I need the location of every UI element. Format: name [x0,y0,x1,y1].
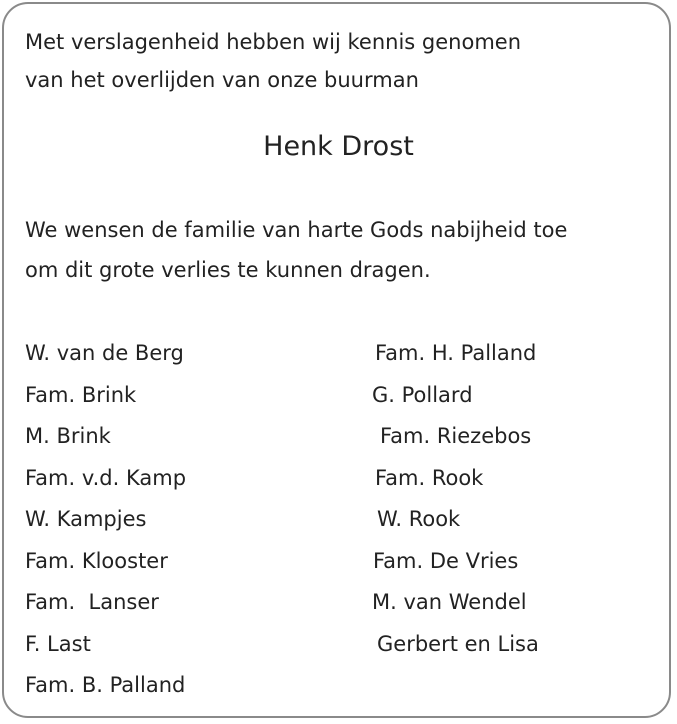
signatory: Fam. Lanser [25,590,159,614]
signatory: Fam. Klooster [25,548,168,573]
signatory: F. Last [25,631,91,656]
signatory: W. van de Berg [25,341,184,365]
signatory: W. Rook [377,507,461,531]
signatories-left-column [25,338,186,712]
signatory: Fam. B. Palland [25,673,186,697]
signatory: Fam. Rook [375,465,484,490]
signatory: Gerbert en Lisa [377,631,539,656]
signatories-right-column [372,338,539,670]
signatory: W. Kampjes [25,507,147,531]
signatory: G. Pollard [372,382,473,407]
signatory: M. Brink [25,424,111,448]
intro-line-2: van het overlijden van onze buurman [25,68,419,92]
signatory: Fam. Riezebos [380,424,532,448]
intro-line-1: Met verslagenheid hebben wij kennis genomen [25,30,522,54]
signatory: Fam. v.d. Kamp [25,465,187,490]
deceased-name: Henk Drost [263,131,414,162]
signatory: Fam. De Vries [373,548,519,573]
wish-line-1: We wensen de familie van harte Gods nabijheid toe [25,218,568,242]
signatory: M. van Wendel [372,590,527,614]
signatory: Fam. Brink [25,382,137,407]
wish-line-2: om dit grote verlies te kunnen dragen. [25,258,431,282]
signatory: Fam. H. Palland [375,341,537,365]
